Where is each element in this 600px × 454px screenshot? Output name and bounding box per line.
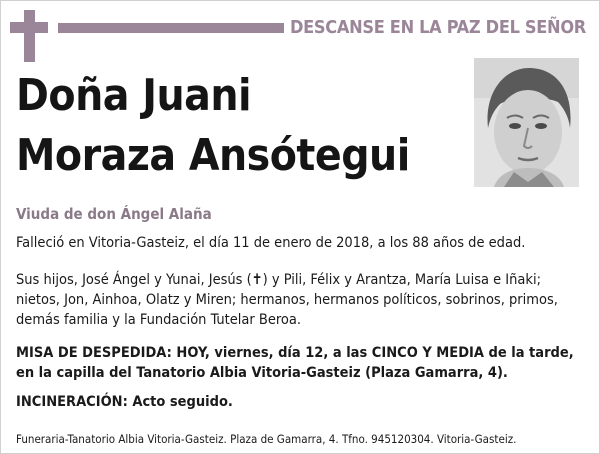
portrait-photo <box>474 58 579 187</box>
header-rule <box>58 23 284 33</box>
cremation-details: INCINERACIÓN: Acto seguido. <box>16 394 233 410</box>
deceased-name-line2: Moraza Ansótegui <box>16 130 410 181</box>
deceased-name-line1: Doña Juani <box>16 70 252 121</box>
latin-cross-icon-bar <box>10 22 48 33</box>
family-list: Sus hijos, José Ángel y Yunai, Jesús (✝) y Pili, Félix y Arantza, María Luisa e Iñaki; nietos, Jon, Ainhoa, Olatz y Miren; hermanos, hermanos políticos, sobrinos, primos, demás familia y la Fundación Tutelar Beroa. <box>16 272 558 328</box>
death-notice: Falleció en Vitoria-Gasteiz, el día 11 de enero de 2018, a los 88 años de edad. <box>16 235 526 251</box>
header-tagline: DESCANSE EN LA PAZ DEL SEÑOR <box>290 17 586 38</box>
funeral-home-footer: Funeraria-Tanatorio Albia Vitoria-Gasteiz. Plaza de Gamarra, 4. Tfno. 945120304. Vitoria-Gasteiz. <box>16 432 517 446</box>
deceased-subtitle: Viuda de don Ángel Alaña <box>16 205 212 223</box>
latin-cross-icon <box>24 10 35 62</box>
funeral-mass-details: MISA DE DESPEDIDA: HOY, viernes, día 12, a las CINCO Y MEDIA de la tarde, en la capilla del Tanatorio Albia Vitoria-Gasteiz (Plaza Gamarra, 4). <box>16 345 574 381</box>
